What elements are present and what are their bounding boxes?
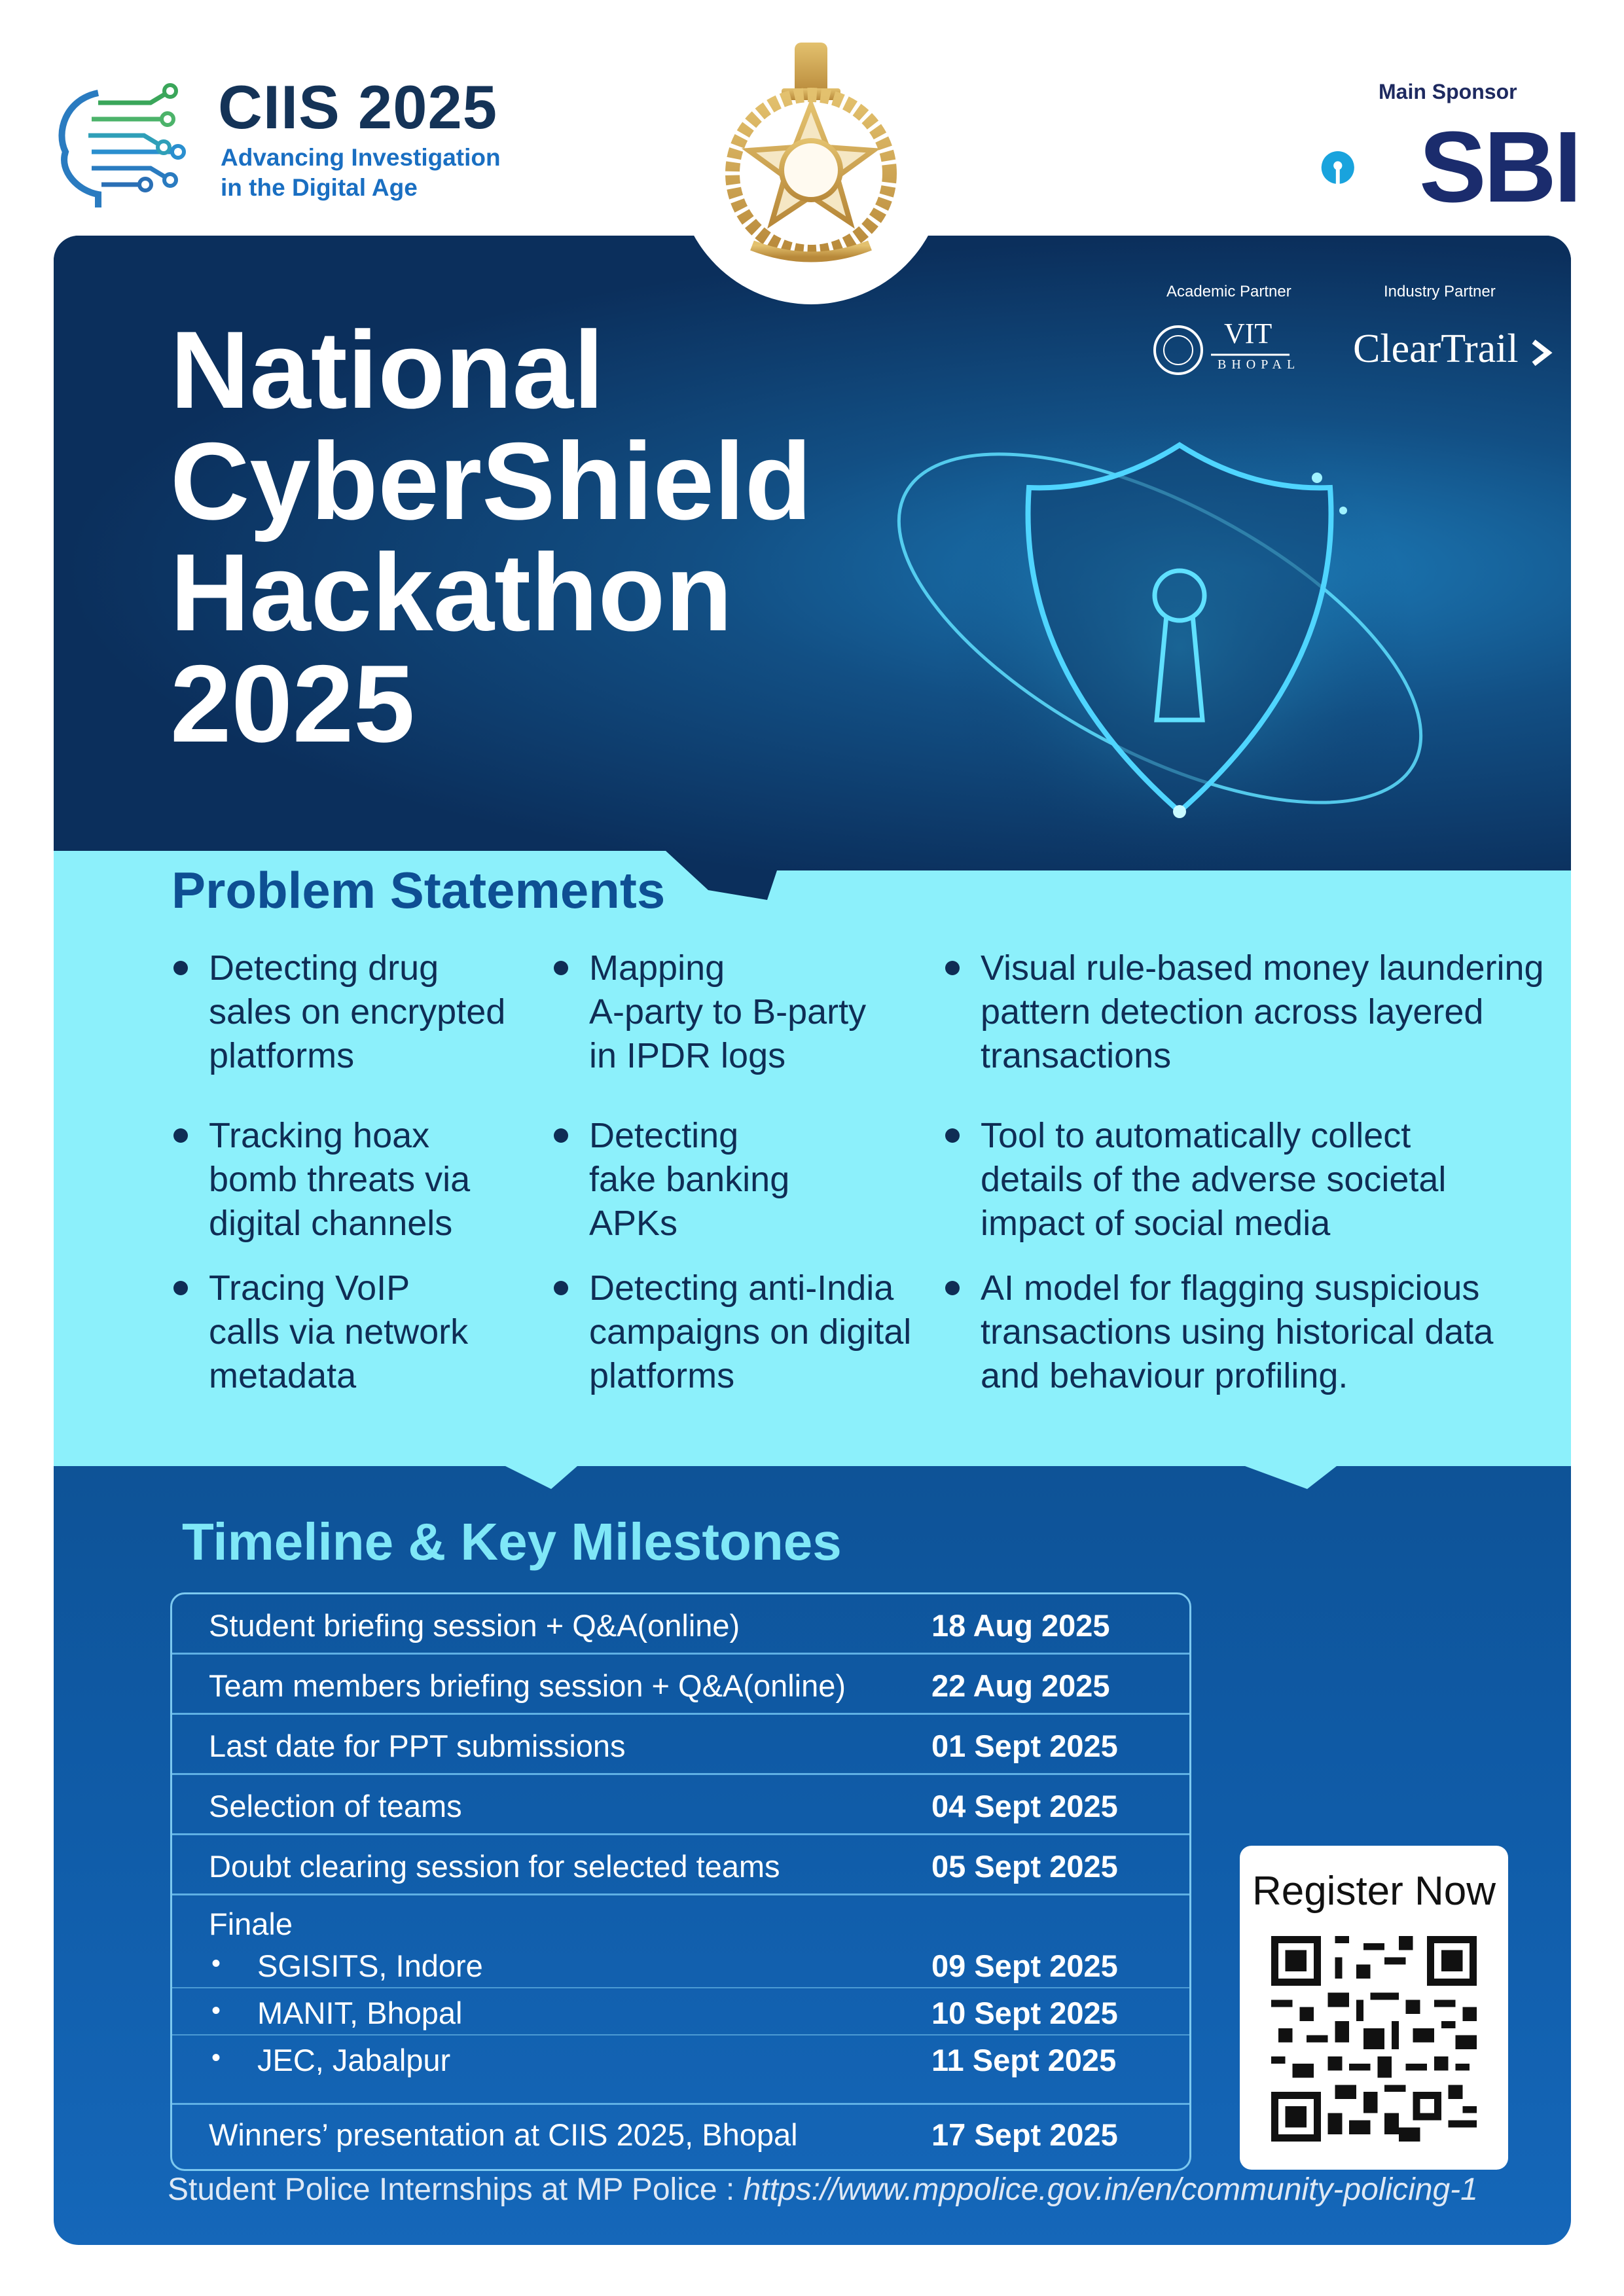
main-panel xyxy=(54,236,1571,2245)
problem-statement-line: platforms xyxy=(589,1356,735,1395)
ciis-tagline-line-2: in the Digital Age xyxy=(221,174,418,201)
timeline-row-date: 05 Sept 2025 xyxy=(931,1849,1118,1884)
bullet-icon xyxy=(173,1128,188,1143)
hero-title-line-1: National xyxy=(170,308,604,431)
problem-statement-line: Visual rule-based money laundering xyxy=(981,948,1544,988)
problem-statement-line: metadata xyxy=(209,1356,357,1395)
problem-statement-line: in IPDR logs xyxy=(589,1036,786,1075)
timeline-row-date: 17 Sept 2025 xyxy=(931,2117,1118,2152)
problem-statement-item xyxy=(209,1266,468,1398)
problem-statement-item xyxy=(209,1114,470,1246)
problem-statement-line: details of the adverse societal xyxy=(981,1160,1447,1199)
problem-statement-line: impact of social media xyxy=(981,1204,1331,1243)
problem-statement-line: Tracing VoIP xyxy=(209,1268,410,1308)
cleartrail-name: ClearTrail xyxy=(1353,327,1519,371)
timeline-row xyxy=(172,1715,1189,1775)
problem-statement-item xyxy=(589,1266,911,1398)
problem-statement-item xyxy=(589,1114,789,1246)
hero-title-line-2: CyberShield xyxy=(170,420,812,543)
hero-title-line-3: Hackathon xyxy=(170,531,732,654)
sbi-keyhole-icon xyxy=(1321,122,1413,213)
problem-statement-line: pattern detection across layered xyxy=(981,992,1484,1031)
timeline-row xyxy=(172,2105,1189,2169)
ciis-title: CIIS 2025 xyxy=(218,73,498,141)
problem-statement-item xyxy=(589,946,866,1078)
problem-statement-line: Mapping xyxy=(589,948,725,988)
footer-url-link[interactable]: https://www.mppolice.gov.in/en/community-policing-1 xyxy=(743,2172,1478,2207)
timeline-row-date: 11 Sept 2025 xyxy=(931,2043,1117,2077)
bullet-icon: • xyxy=(211,1996,221,2025)
bullet-icon xyxy=(945,1281,960,1295)
timeline-finale-row xyxy=(172,1941,1189,1988)
problem-statement-line: platforms xyxy=(209,1036,355,1075)
academic-partner-label: Academic Partner xyxy=(1166,283,1291,300)
timeline-finale-header xyxy=(172,1895,1189,1941)
problem-statement-line: digital channels xyxy=(209,1204,453,1243)
timeline-row xyxy=(172,1594,1189,1655)
timeline-row-date: 22 Aug 2025 xyxy=(931,1668,1110,1703)
timeline-row-date: 01 Sept 2025 xyxy=(931,1729,1118,1763)
register-card[interactable] xyxy=(1240,1846,1508,2170)
timeline-row-date: 10 Sept 2025 xyxy=(931,1996,1118,2030)
timeline-row-label: Doubt clearing session for selected teams xyxy=(209,1849,780,1884)
bullet-icon: • xyxy=(211,2043,221,2072)
timeline-row-label: Selection of teams xyxy=(209,1789,462,1823)
timeline-heading: Timeline & Key Milestones xyxy=(182,1513,842,1571)
problem-statement-line: transactions xyxy=(981,1036,1172,1075)
timeline-row-label: SGISITS, Indore xyxy=(257,1948,483,1983)
problem-statement-line: Tool to automatically collect xyxy=(981,1116,1411,1155)
problem-statement-line: Detecting anti-India xyxy=(589,1268,894,1308)
timeline-row-label: JEC, Jabalpur xyxy=(257,2043,451,2077)
problem-statement-item xyxy=(209,946,505,1078)
vit-name: VIT xyxy=(1224,317,1272,350)
problem-statement-line: bomb threats via xyxy=(209,1160,471,1199)
problem-statement-item xyxy=(981,946,1544,1078)
bullet-icon xyxy=(554,1281,568,1295)
problem-statement-line: calls via network xyxy=(209,1312,469,1352)
problem-statement-line: transactions using historical data xyxy=(981,1312,1494,1352)
timeline-row xyxy=(172,1835,1189,1895)
timeline-row-label: MANIT, Bhopal xyxy=(257,1996,463,2030)
timeline-finale-label: Finale xyxy=(209,1907,293,1941)
timeline-row-label: Last date for PPT submissions xyxy=(209,1729,626,1763)
register-now-label: Register Now xyxy=(1252,1869,1496,1914)
footer-text xyxy=(168,2172,1478,2208)
problem-statement-line: Detecting xyxy=(589,1116,739,1155)
problem-statement-item xyxy=(981,1114,1446,1246)
problem-statements-heading: Problem Statements xyxy=(171,861,666,919)
qr-code-icon[interactable] xyxy=(1271,1936,1477,2142)
problem-statement-line: AI model for flagging suspicious xyxy=(981,1268,1480,1308)
bullet-icon: • xyxy=(211,1949,221,1978)
sponsor-name: SBI xyxy=(1419,111,1579,223)
ciis-brain-circuit-icon xyxy=(52,73,203,217)
timeline-row xyxy=(172,1775,1189,1835)
problem-statement-line: A-party to B-party xyxy=(589,992,867,1031)
problem-statement-line: and behaviour profiling. xyxy=(981,1356,1348,1395)
vit-sub: BHOPAL xyxy=(1218,357,1301,372)
bullet-icon xyxy=(945,1128,960,1143)
hero-title-line-4: 2025 xyxy=(170,642,415,765)
mp-police-emblem-icon xyxy=(713,36,909,272)
timeline-row-label: Winners’ presentation at CIIS 2025, Bhopal xyxy=(209,2117,798,2152)
timeline-row-label: Team members briefing session + Q&A(online) xyxy=(209,1668,846,1703)
bullet-icon xyxy=(173,961,188,975)
ciis-tagline-line-1: Advancing Investigation xyxy=(221,144,501,171)
problem-statement-line: fake banking xyxy=(589,1160,790,1199)
timeline-row-label: Student briefing session + Q&A(online) xyxy=(209,1608,740,1643)
bullet-icon xyxy=(554,1128,568,1143)
timeline-row-date: 09 Sept 2025 xyxy=(931,1948,1118,1983)
timeline-finale-row xyxy=(172,1988,1189,2036)
bullet-icon xyxy=(945,961,960,975)
ciis-tagline xyxy=(221,143,501,203)
timeline-finale-row xyxy=(172,2036,1189,2105)
problem-statement-line: Detecting drug xyxy=(209,948,439,988)
bullet-icon xyxy=(173,1281,188,1295)
timeline-row-date: 04 Sept 2025 xyxy=(931,1789,1118,1823)
problem-statement-line: sales on encrypted xyxy=(209,992,506,1031)
problem-statement-line: campaigns on digital xyxy=(589,1312,912,1352)
timeline-row-date: 18 Aug 2025 xyxy=(931,1608,1110,1643)
footer-prefix: Student Police Internships at MP Police : xyxy=(168,2172,744,2207)
emblem-badge xyxy=(677,36,945,304)
problem-statement-line: Tracking hoax xyxy=(209,1116,430,1155)
problem-statement-item xyxy=(981,1266,1493,1398)
bullet-icon xyxy=(554,961,568,975)
industry-partner-label: Industry Partner xyxy=(1384,283,1496,300)
timeline-table xyxy=(170,1592,1191,2171)
sponsor-label: Main Sponsor xyxy=(1379,80,1517,103)
problem-statement-line: APKs xyxy=(589,1204,678,1243)
timeline-row xyxy=(172,1655,1189,1715)
